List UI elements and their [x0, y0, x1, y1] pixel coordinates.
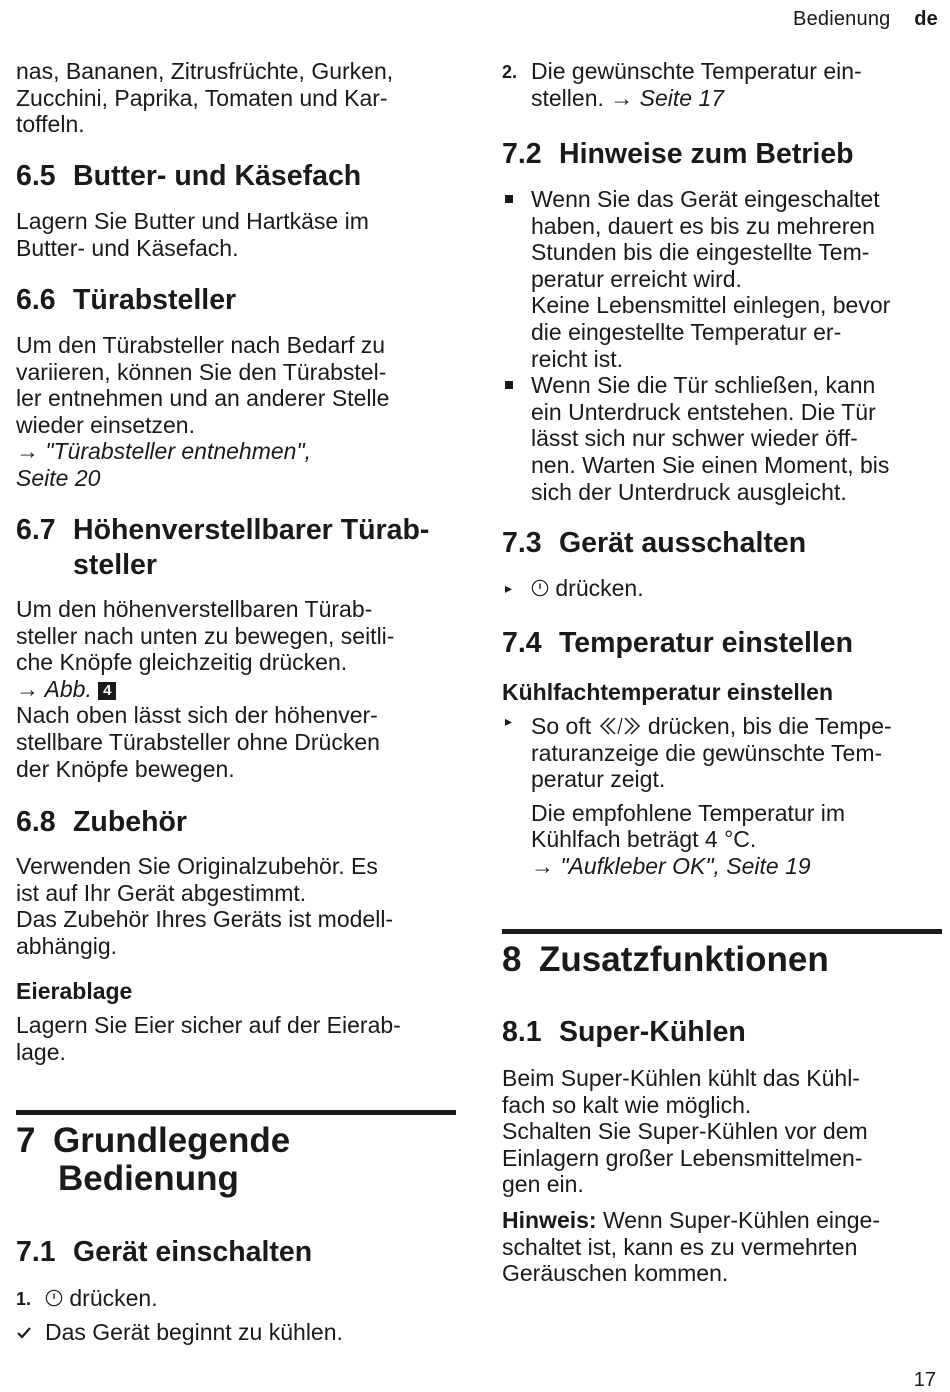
chapter-title: Grundlegende [53, 1121, 291, 1160]
chapter-number: 8 [502, 940, 522, 979]
step-number: 1. [16, 1289, 32, 1309]
heading-title: Super-Kühlen [559, 1016, 746, 1048]
section-8-1-body [502, 1065, 942, 1287]
step-2 [502, 58, 942, 111]
heading-title: Gerät einschalten [73, 1236, 313, 1268]
action-text: drücken, bis die Tempe- [647, 713, 892, 739]
text-line: lage. [16, 1038, 66, 1065]
reference-page: Seite 17 [639, 84, 725, 111]
text-line: steller nach unten zu bewegen, seitli- [16, 622, 395, 649]
step-text: drücken. [69, 1285, 158, 1311]
figure-number-badge: 4 [98, 682, 116, 700]
heading-6-5 [16, 159, 456, 194]
chapter-title: Zusatzfunktionen [539, 940, 829, 979]
heading-title-cont: steller [73, 549, 157, 581]
step-text: Die gewünschte Temperatur ein- [531, 58, 862, 84]
text-line: wieder einsetzen. [16, 411, 195, 438]
heading-6-6 [16, 283, 456, 318]
text-line: lässt sich nur schwer wieder öff- [531, 425, 858, 452]
right-arrow-icon: → [16, 438, 46, 465]
text-line: haben, dauert es bis zu mehreren [531, 212, 875, 239]
text-line: fach so kalt wie möglich. [502, 1091, 752, 1118]
reference-text: "Türabsteller entnehmen", [45, 438, 312, 465]
text-line: nen. Warten Sie einen Moment, bis [531, 451, 890, 478]
heading-8-1 [502, 1015, 942, 1050]
heading-number: 6.8 [16, 806, 56, 838]
section-6-5-body [16, 208, 456, 261]
chapter-heading-7 [16, 1110, 456, 1198]
step-item-cont [502, 85, 942, 112]
heading-7-2 [502, 137, 942, 172]
heading-title: Höhenverstellbarer Türab- [73, 514, 430, 546]
heading-6-8 [16, 805, 456, 840]
chapter-title-cont: Bedienung [58, 1159, 239, 1198]
text-line: Wenn Sie das Gerät eingeschaltet [531, 186, 880, 212]
text-line: sich der Unterdruck ausgleicht. [531, 478, 847, 505]
bullet-item [502, 372, 942, 505]
text-line: Die empfohlene Temperatur im [531, 799, 846, 826]
text-line: Butter- und Käsefach. [16, 234, 239, 261]
step-item [16, 1285, 456, 1312]
action-item [502, 575, 942, 602]
cross-reference-link[interactable] [531, 853, 942, 880]
eierablage-body [16, 1012, 456, 1065]
heading-6-7 [16, 513, 456, 583]
intro-text [16, 58, 456, 138]
heading-number: 6.6 [16, 284, 56, 316]
section-7-1-steps [16, 1285, 456, 1345]
text-line: variieren, können Sie den Türabstel- [16, 358, 387, 385]
text-line: Kühlfach beträgt 4 °C. [531, 826, 757, 853]
heading-title: Butter- und Käsefach [73, 160, 362, 192]
heading-title: Türabsteller [73, 284, 237, 316]
section-6-7-body [16, 596, 456, 782]
text-line: Das Zubehör Ihres Geräts ist modell- [16, 906, 394, 933]
cross-reference-link[interactable] [16, 438, 456, 465]
result-item [16, 1319, 456, 1346]
hint-text: Wenn Super-Kühlen einge- [602, 1206, 881, 1233]
text-line: die eingestellte Temperatur er- [531, 318, 842, 345]
text-line: nas, Bananen, Zitrusfrüchte, Gurken, [16, 58, 394, 84]
section-6-8-body [16, 853, 456, 959]
text-line: Verwenden Sie Originalzubehör. Es [16, 853, 378, 879]
text-line: Wenn Sie die Tür schließen, kann [531, 372, 876, 399]
power-icon [531, 579, 549, 597]
step-text: stellen. [531, 84, 604, 111]
action-text: drücken. [555, 575, 644, 601]
text-line: che Knöpfe gleichzeitig drücken. [16, 649, 348, 676]
text-line: peratur zeigt. [531, 766, 666, 793]
heading-number: 7.2 [502, 138, 542, 170]
text-line: ler entnehmen und an anderer Stelle [16, 385, 390, 412]
hint-line [502, 1207, 942, 1234]
text-line: Lagern Sie Eier sicher auf der Eierab- [16, 1012, 401, 1038]
text-line: ist auf Ihr Gerät abgestimmt. [16, 879, 307, 906]
section-6-6-body [16, 332, 456, 492]
text-line: Schalten Sie Super-Kühlen vor dem [502, 1118, 868, 1145]
page-header [793, 8, 938, 31]
hint-label: Hinweis: [502, 1206, 597, 1233]
reference-page[interactable]: Seite 20 [16, 464, 101, 491]
check-icon [16, 1319, 32, 1347]
text-line: raturanzeige die gewünschte Tem- [531, 739, 883, 766]
chapter-heading-8 [502, 929, 942, 979]
text-line: Beim Super-Kühlen kühlt das Kühl- [502, 1065, 860, 1091]
heading-7-4 [502, 626, 942, 661]
heading-7-3 [502, 526, 942, 561]
section-7-3-action [502, 575, 942, 602]
chevron-temp-icon [598, 715, 642, 737]
action-item [502, 713, 942, 880]
section-7-4-action [502, 713, 942, 880]
heading-title: Hinweise zum Betrieb [559, 138, 854, 170]
heading-number: 7.3 [502, 527, 542, 559]
text-line: ein Unterdruck entstehen. Die Tür [531, 398, 876, 425]
text-line: Um den höhenverstellbaren Türab- [16, 596, 373, 622]
text-line: schaltet ist, kann es zu vermehrten [502, 1233, 858, 1260]
figure-reference-link[interactable] [16, 676, 456, 703]
header-language: de [914, 8, 938, 30]
text-line: Keine Lebensmittel einlegen, bevor [531, 292, 891, 319]
triangle-action-icon: ▸ [505, 580, 513, 596]
subheading-eierablage: Eierablage [16, 978, 133, 1004]
right-arrow-icon: → [610, 84, 640, 111]
cross-reference-link[interactable] [610, 85, 724, 111]
text-line: Zucchini, Paprika, Tomaten und Kar- [16, 84, 388, 111]
reference-text: "Aufkleber OK", Seite 19 [560, 852, 811, 879]
text-line: Einlagern großer Lebensmittelmen- [502, 1144, 863, 1171]
subheading-kuehlfach: Kühlfachtemperatur einstellen [502, 679, 834, 705]
heading-7-1 [16, 1235, 456, 1270]
heading-number: 7.4 [502, 627, 542, 659]
page-number: 17 [913, 1369, 936, 1391]
text-line: Nach oben lässt sich der höhenver- [16, 702, 378, 729]
square-bullet-icon [505, 195, 513, 203]
action-text: So oft [531, 713, 592, 739]
heading-number: 6.7 [16, 514, 56, 546]
figure-label: Abb. [44, 675, 92, 702]
text-line: gen ein. [502, 1171, 584, 1198]
text-line: reicht ist. [531, 345, 624, 372]
heading-title: Temperatur einstellen [559, 627, 854, 659]
heading-number: 8.1 [502, 1016, 542, 1048]
text-line: Geräuschen kommen. [502, 1260, 729, 1287]
step-item [502, 58, 942, 85]
text-line: Lagern Sie Butter und Hartkäse im [16, 208, 369, 234]
header-section: Bedienung [793, 8, 891, 30]
text-line: stellbare Türabsteller ohne Drücken [16, 728, 380, 755]
text-line: Stunden bis die eingestellte Tem- [531, 239, 870, 266]
text-line: Um den Türabsteller nach Bedarf zu [16, 332, 386, 358]
result-text: Das Gerät beginnt zu kühlen. [45, 1318, 343, 1345]
right-arrow-icon: → [16, 675, 45, 702]
power-icon [45, 1289, 63, 1307]
text-line: toffeln. [16, 111, 85, 138]
heading-title: Gerät ausschalten [559, 527, 807, 559]
triangle-action-icon: ▸ [505, 713, 513, 729]
step-number: 2. [502, 62, 518, 82]
bullet-item [502, 186, 942, 372]
chapter-number: 7 [16, 1121, 36, 1160]
text-line: der Knöpfe bewegen. [16, 755, 235, 782]
heading-title: Zubehör [73, 806, 187, 838]
text-line: abhängig. [16, 932, 118, 959]
heading-number: 6.5 [16, 160, 56, 192]
heading-number: 7.1 [16, 1236, 56, 1268]
text-line: peratur erreicht wird. [531, 265, 742, 292]
square-bullet-icon [505, 381, 513, 389]
right-arrow-icon: → [531, 852, 561, 879]
section-7-2-bullets [502, 186, 942, 505]
